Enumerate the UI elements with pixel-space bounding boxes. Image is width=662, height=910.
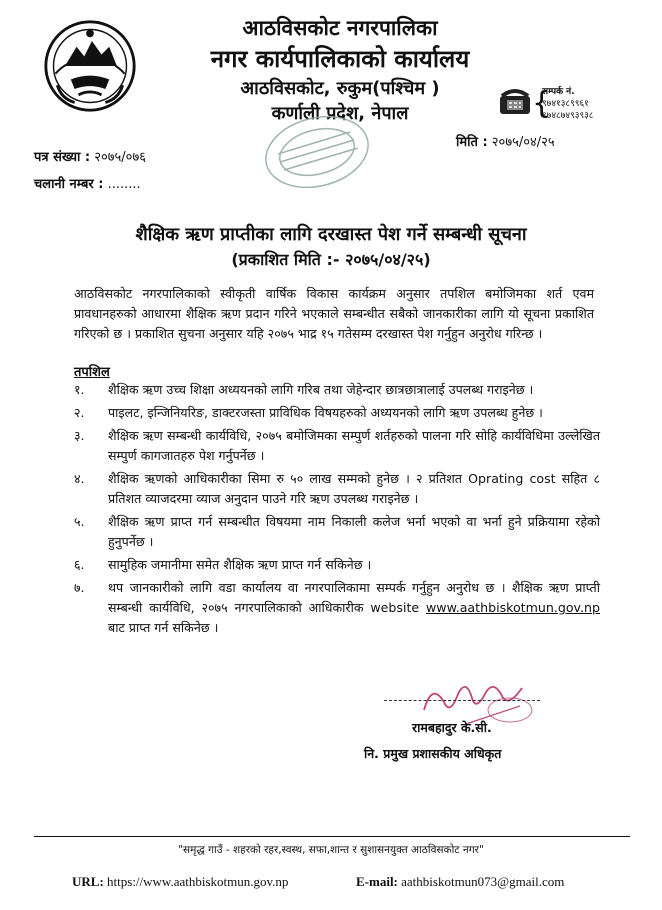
contact-number: ९७४१३८९९६१	[542, 99, 589, 109]
chalani-label: चलानी नम्बर :	[34, 177, 104, 192]
list-item	[74, 380, 600, 400]
published-date: (प्रकाशित मिति :- २०७५/०४/२५)	[231, 250, 431, 269]
date-label: मिति :	[456, 135, 488, 150]
office-name-line2: नगर कार्यपालिकाको कार्यालय	[210, 45, 470, 73]
item-text: शैक्षिक ऋण प्राप्त गर्न सम्बन्धीत विषयमा नाम निकाली कलेज भर्ना भएको वा भर्ना हुने प्रक्रियामा रहेको हुनुपर्नेछ ।	[108, 514, 600, 549]
item-number: ३.	[74, 428, 85, 443]
item-number: ६.	[74, 557, 85, 572]
list-item	[74, 426, 600, 466]
chalani-value: ........	[107, 177, 141, 192]
list-item	[74, 403, 600, 423]
item-text: शैक्षिक ऋण उच्च शिक्षा अध्ययनको लागि गरिब तथा जेहेन्दार छात्रछात्रालाई उपलब्ध गराइनेछ ।	[108, 382, 534, 397]
chalani-number	[34, 174, 141, 192]
footer-url	[72, 874, 288, 890]
url-label: URL:	[72, 874, 104, 889]
signatory-name: रामबहादुर के.सी.	[412, 720, 492, 735]
condition-list	[74, 380, 600, 641]
letter-date	[456, 132, 555, 150]
patra-value: २०७५/०७६	[94, 150, 146, 165]
list-item	[74, 512, 600, 552]
signatory-title: नि. प्रमुख प्रशासकीय अधिकृत	[364, 746, 502, 761]
date-value: २०७५/०४/२५	[491, 135, 555, 150]
item-number: ४.	[74, 471, 85, 486]
item-number: १.	[74, 382, 85, 397]
signature-line	[384, 700, 540, 701]
contact-number: ९७४८७४९३९३८	[542, 111, 594, 121]
notice-title: शैक्षिक ऋण प्राप्तीका लागि दरखास्त पेश गर्ने सम्बन्धी सूचना	[135, 224, 527, 245]
email-value[interactable]: aathbiskotmun073@gmail.com	[401, 874, 565, 889]
item-text: सामुहिक जमानीमा समेत शैक्षिक ऋण प्राप्त गर्न सकिनेछ ।	[108, 557, 372, 572]
list-item	[74, 578, 600, 638]
website-link[interactable]: www.aathbiskotmun.gov.np	[425, 600, 600, 615]
contact-brace: {	[532, 86, 552, 121]
list-item	[74, 469, 600, 509]
office-province-line: कर्णाली प्रदेश, नेपाल	[271, 103, 409, 124]
item-number: २.	[74, 405, 85, 420]
item-text: थप जानकारीको लागि वडा कार्यालय वा नगरपालिकामा सम्पर्क गर्नुहुन अनुरोध छ । शैक्षिक ऋण प्राप्ती सम्बन्धी कार्यविधि, २०७५ नगरपालिकाको आधिकारीक website	[108, 580, 600, 615]
footer-email	[356, 874, 564, 890]
office-address-line: आठविसकोट, रुकुम(पश्चिम )	[240, 78, 440, 99]
email-label: E-mail:	[356, 874, 398, 889]
nepal-emblem-icon	[42, 18, 138, 114]
telephone-icon	[498, 86, 532, 116]
contact-label: सम्पर्क नं.	[542, 87, 575, 97]
notice-intro: आठविसकोट नगरपालिकाको स्वीकृती वार्षिक विकास कार्यक्रम अनुसार तपशिल बमोजिमका शर्त एवम प्रावधानहरुको आधारमा शैक्षिक ऋण प्रदान गरिने भएकाले सम्बन्धीत सबैको जानकारीका लागि यो सूचना प्रकाशित गरिएको छ । प्रकाशित सुचना अनुसार यहि २०७५ भाद्र १५ गतेसम्म दरखास्त पेश गर्नुहुन अनुरोध गरिन्छ ।	[74, 286, 594, 341]
footer-motto: "समृद्ध गाउँ - शहरको रहर,स्वस्थ, सफा,शान्त र सुशासनयुक्त आठविसकोट नगर"	[178, 844, 484, 856]
item-text: शैक्षिक ऋण सम्बन्धी कार्यविधि, २०७५ बमोजिमका सम्पुर्ण शर्तहरुको पालना गरि सोहि कार्यविधिमा उल्लेखित सम्पुर्ण कागजातहरु पेश गर्नुपर्नेछ ।	[108, 428, 600, 463]
list-item	[74, 555, 600, 575]
patra-label: पत्र संख्या :	[34, 150, 91, 165]
item-text-after: बाट प्राप्त गर्न सकिनेछ ।	[108, 620, 219, 635]
office-name-line1: आठविसकोट नगरपालिका	[242, 16, 438, 40]
footer-divider	[34, 836, 630, 837]
patra-sankhya	[34, 147, 146, 165]
item-number: ७.	[74, 580, 85, 595]
url-value[interactable]: https://www.aathbiskotmun.gov.np	[107, 874, 289, 889]
item-text: शैक्षिक ऋणको आधिकारीका सिमा रु ५० लाख सम्मको हुनेछ । २ प्रतिशत Oprating cost सहित ८ प्रतिशत व्याजदरमा व्याज अनुदान पाउने गरि ऋण उपलब्ध गराइनेछ ।	[108, 471, 600, 506]
item-number: ५.	[74, 514, 85, 529]
item-text: पाइलट, इन्जिनियरिङ, डाक्टरजस्ता प्राविधिक विषयहरुको अध्ययनको लागि ऋण उपलब्ध हुनेछ ।	[108, 405, 543, 420]
office-stamp	[258, 110, 376, 194]
tapasil-heading: तपशिल	[74, 365, 110, 380]
contact-numbers	[542, 86, 593, 122]
